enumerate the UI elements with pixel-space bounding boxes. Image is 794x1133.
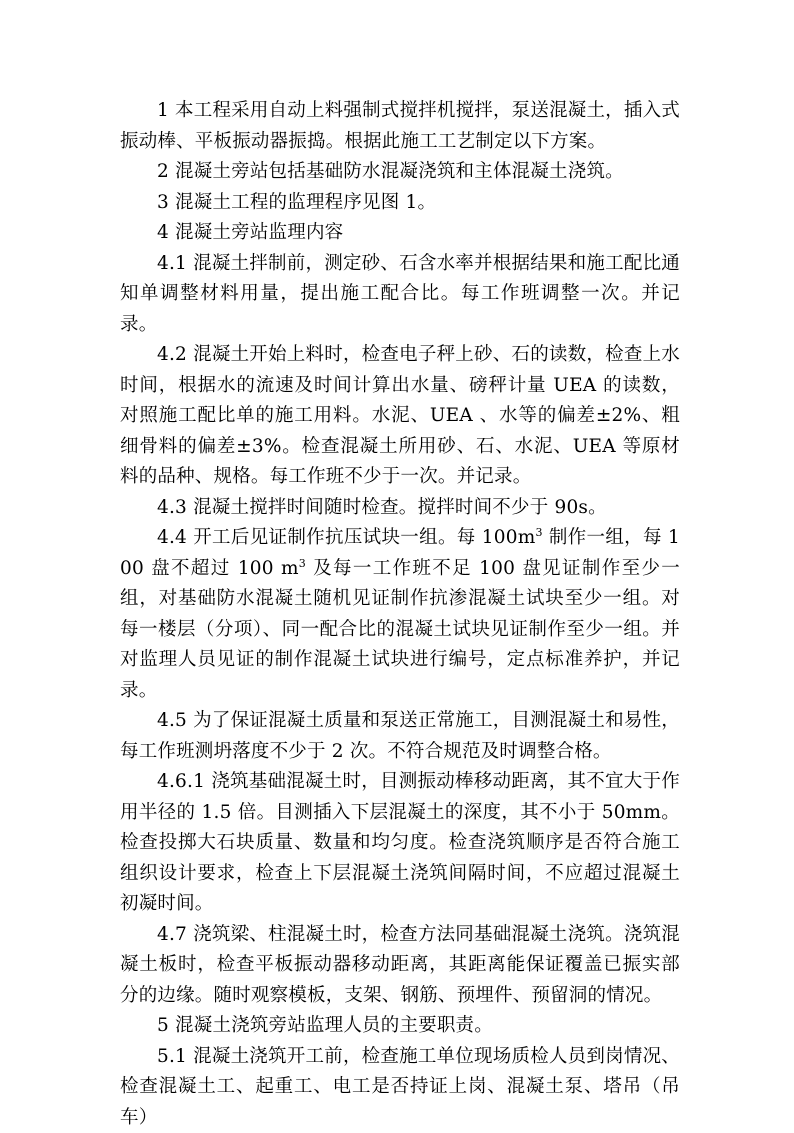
paragraph-4-7: 4.7 浇筑梁、柱混凝土时，检查方法同基础混凝土浇筑。浇筑混凝土板时，检查平板振动器移动距离，其距离能保证覆盖已振实部分的边缘。随时观察模板，支架、钢筋、预埋件、预留洞的情况。 xyxy=(120,920,680,1012)
section-heading-5: 5 混凝土浇筑旁站监理人员的主要职责。 xyxy=(120,1011,680,1042)
paragraph-5-1: 5.1 混凝土浇筑开工前，检查施工单位现场质检人员到岗情况、检查混凝土工、起重工、电工是否持证上岗、混凝土泵、塔吊（吊车） xyxy=(120,1042,680,1133)
paragraph-4-4 xyxy=(120,523,680,706)
paragraph-4-3: 4.3 混凝土搅拌时间随时检查。搅拌时间不少于 90s。 xyxy=(120,493,680,524)
paragraph-4-2: 4.2 混凝土开始上料时，检查电子秤上砂、石的读数，检查上水时间，根据水的流速及时间计算出水量、磅秤计量 UEA 的读数，对照施工配比单的施工用料。水泥、UEA 、水等的偏差±2%、粗细骨料的偏差±3%。检查混凝土所用砂、石、水泥、UEA 等原材料的品种、规格。每工作班不少于一次。并记录。 xyxy=(120,340,680,493)
section-heading-4: 4 混凝土旁站监理内容 xyxy=(120,218,680,249)
paragraph-4-1: 4.1 混凝土拌制前，测定砂、石含水率并根据结果和施工配比通知单调整材料用量，提出施工配合比。每工作班调整一次。并记录。 xyxy=(120,249,680,341)
paragraph-4-4-part3: 及每一工作班不足 100 盘见证制作至少一组，对基础防水混凝土随机见证制作抗渗混凝土试块至少一组。对每一楼层（分项）、同一配合比的混凝土试块见证制作至少一组。并对监理人员见证的制作混凝土试块进行编号，定点标准养护，并记录。 xyxy=(120,558,680,701)
paragraph-4-6-1: 4.6.1 浇筑基础混凝土时，目测振动棒移动距离，其不宜大于作用半径的 1.5 倍。目测插入下层混凝土的深度，其不小于 50mm。检查投掷大石块质量、数量和均匀度。检查浇筑顺序是否符合施工组织设计要求，检查上下层混凝土浇筑间隔时间，不应超过混凝土初凝时间。 xyxy=(120,767,680,920)
paragraph-4-4-part1: 4.4 开工后见证制作抗压试块一组。每 100m xyxy=(157,527,535,548)
paragraph-4-5: 4.5 为了保证混凝土质量和泵送正常施工，目测混凝土和易性，每工作班测坍落度不少于 2 次。不符合规范及时调整合格。 xyxy=(120,706,680,767)
paragraph-1: 1 本工程采用自动上料强制式搅拌机搅拌，泵送混凝土，插入式振动棒、平板振动器振捣。根据此施工工艺制定以下方案。 xyxy=(120,96,680,157)
paragraph-4-4-part2: 制作一组，每 100 盘不超过 100 m xyxy=(120,527,680,579)
cubic-superscript: 3 xyxy=(535,526,542,539)
cubic-superscript: 3 xyxy=(299,556,306,569)
paragraph-3: 3 混凝土工程的监理程序见图 1。 xyxy=(120,188,680,219)
paragraph-2: 2 混凝土旁站包括基础防水混凝浇筑和主体混凝土浇筑。 xyxy=(120,157,680,188)
document-page xyxy=(120,96,680,1133)
